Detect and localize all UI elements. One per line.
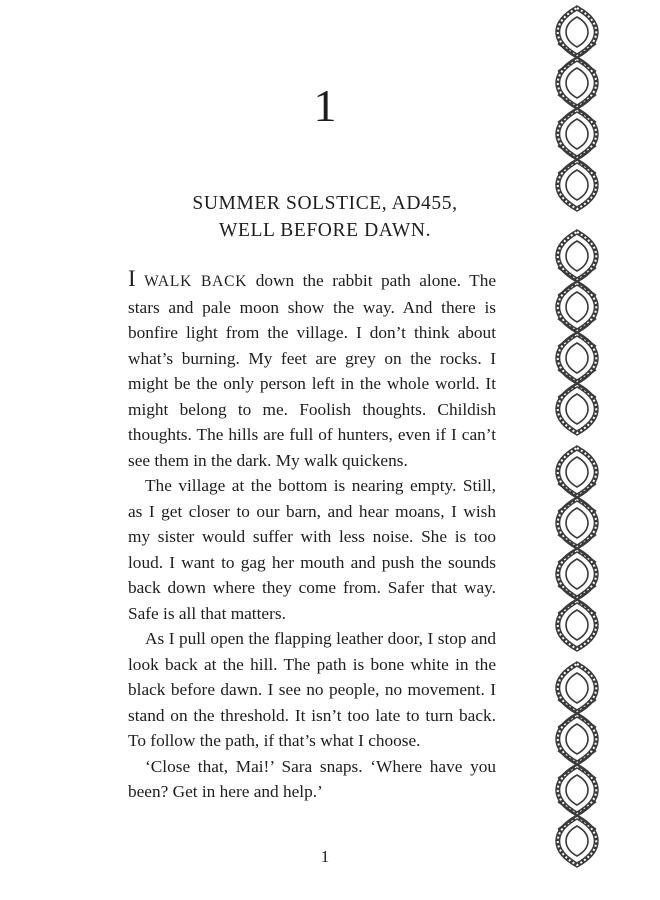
knot-lobe-inner (566, 673, 588, 703)
knot-group (558, 232, 596, 433)
knot-lobe-inner (566, 68, 588, 98)
body-text (128, 266, 496, 805)
celtic-knot-border-icon (546, 0, 608, 900)
small-caps-lead: WALK BACK (144, 273, 248, 290)
knot-lobe-inner (566, 17, 588, 47)
knot-border-graphic (546, 0, 608, 900)
knot-group (558, 448, 596, 649)
knot-group (558, 664, 596, 865)
paragraph: As I pull open the flapping leather door, I stop and look back at the hill. The path is bone white in the black before dawn. I see no people, no movement. I stand on the threshold. It isn’t too late to turn back. To follow the path, if that’s what I choose. (128, 629, 496, 750)
knot-lobe-inner (566, 826, 588, 856)
knot-lobe-inner (566, 292, 588, 322)
knot-lobe-inner (566, 394, 588, 424)
knot-lobe-inner (566, 170, 588, 200)
knot-lobe-inner (566, 119, 588, 149)
chapter-number: 1 (313, 80, 337, 131)
knot-lobe-inner (566, 610, 588, 640)
opening-text: down the rabbit path alone. The stars and pale moon show the way. And there is bonfire light from the village. I don’t think about what’s burning. My feet are grey on the rocks. I might be the only person left in the whole world. It might belong to me. Foolish thoughts. Childish thoughts. The hills are full of hunters, even if I can’t see them in the dark. My walk quickens. (128, 271, 497, 470)
knot-lobe-inner (566, 508, 588, 538)
drop-letter: I (128, 266, 136, 291)
paragraph: ‘Close that, Mai!’ Sara snaps. ‘Where have you been? Get in here and help.’ (128, 756, 496, 801)
knot-lobe-inner (566, 343, 588, 373)
knot-lobe-inner (566, 775, 588, 805)
knot-group (558, 8, 596, 209)
page-number: 1 (320, 847, 330, 866)
knot-lobe-inner (566, 457, 588, 487)
knot-lobe-inner (566, 724, 588, 754)
knot-lobe-inner (566, 241, 588, 271)
paragraph-opening (128, 266, 496, 473)
paragraph: The village at the bottom is nearing empty. Still, as I get closer to our barn, and hear moans, I wish my sister would suffer with less noise. She is too loud. I want to gag her mouth and push the sounds back down where they come from. Safer that way. Safe is all that matters. (128, 476, 496, 623)
chapter-heading-line-1: SUMMER SOLSTICE, AD455, (192, 193, 458, 214)
chapter-heading-line-2: WELL BEFORE DAWN. (218, 220, 432, 241)
knot-lobe-inner (566, 559, 588, 589)
